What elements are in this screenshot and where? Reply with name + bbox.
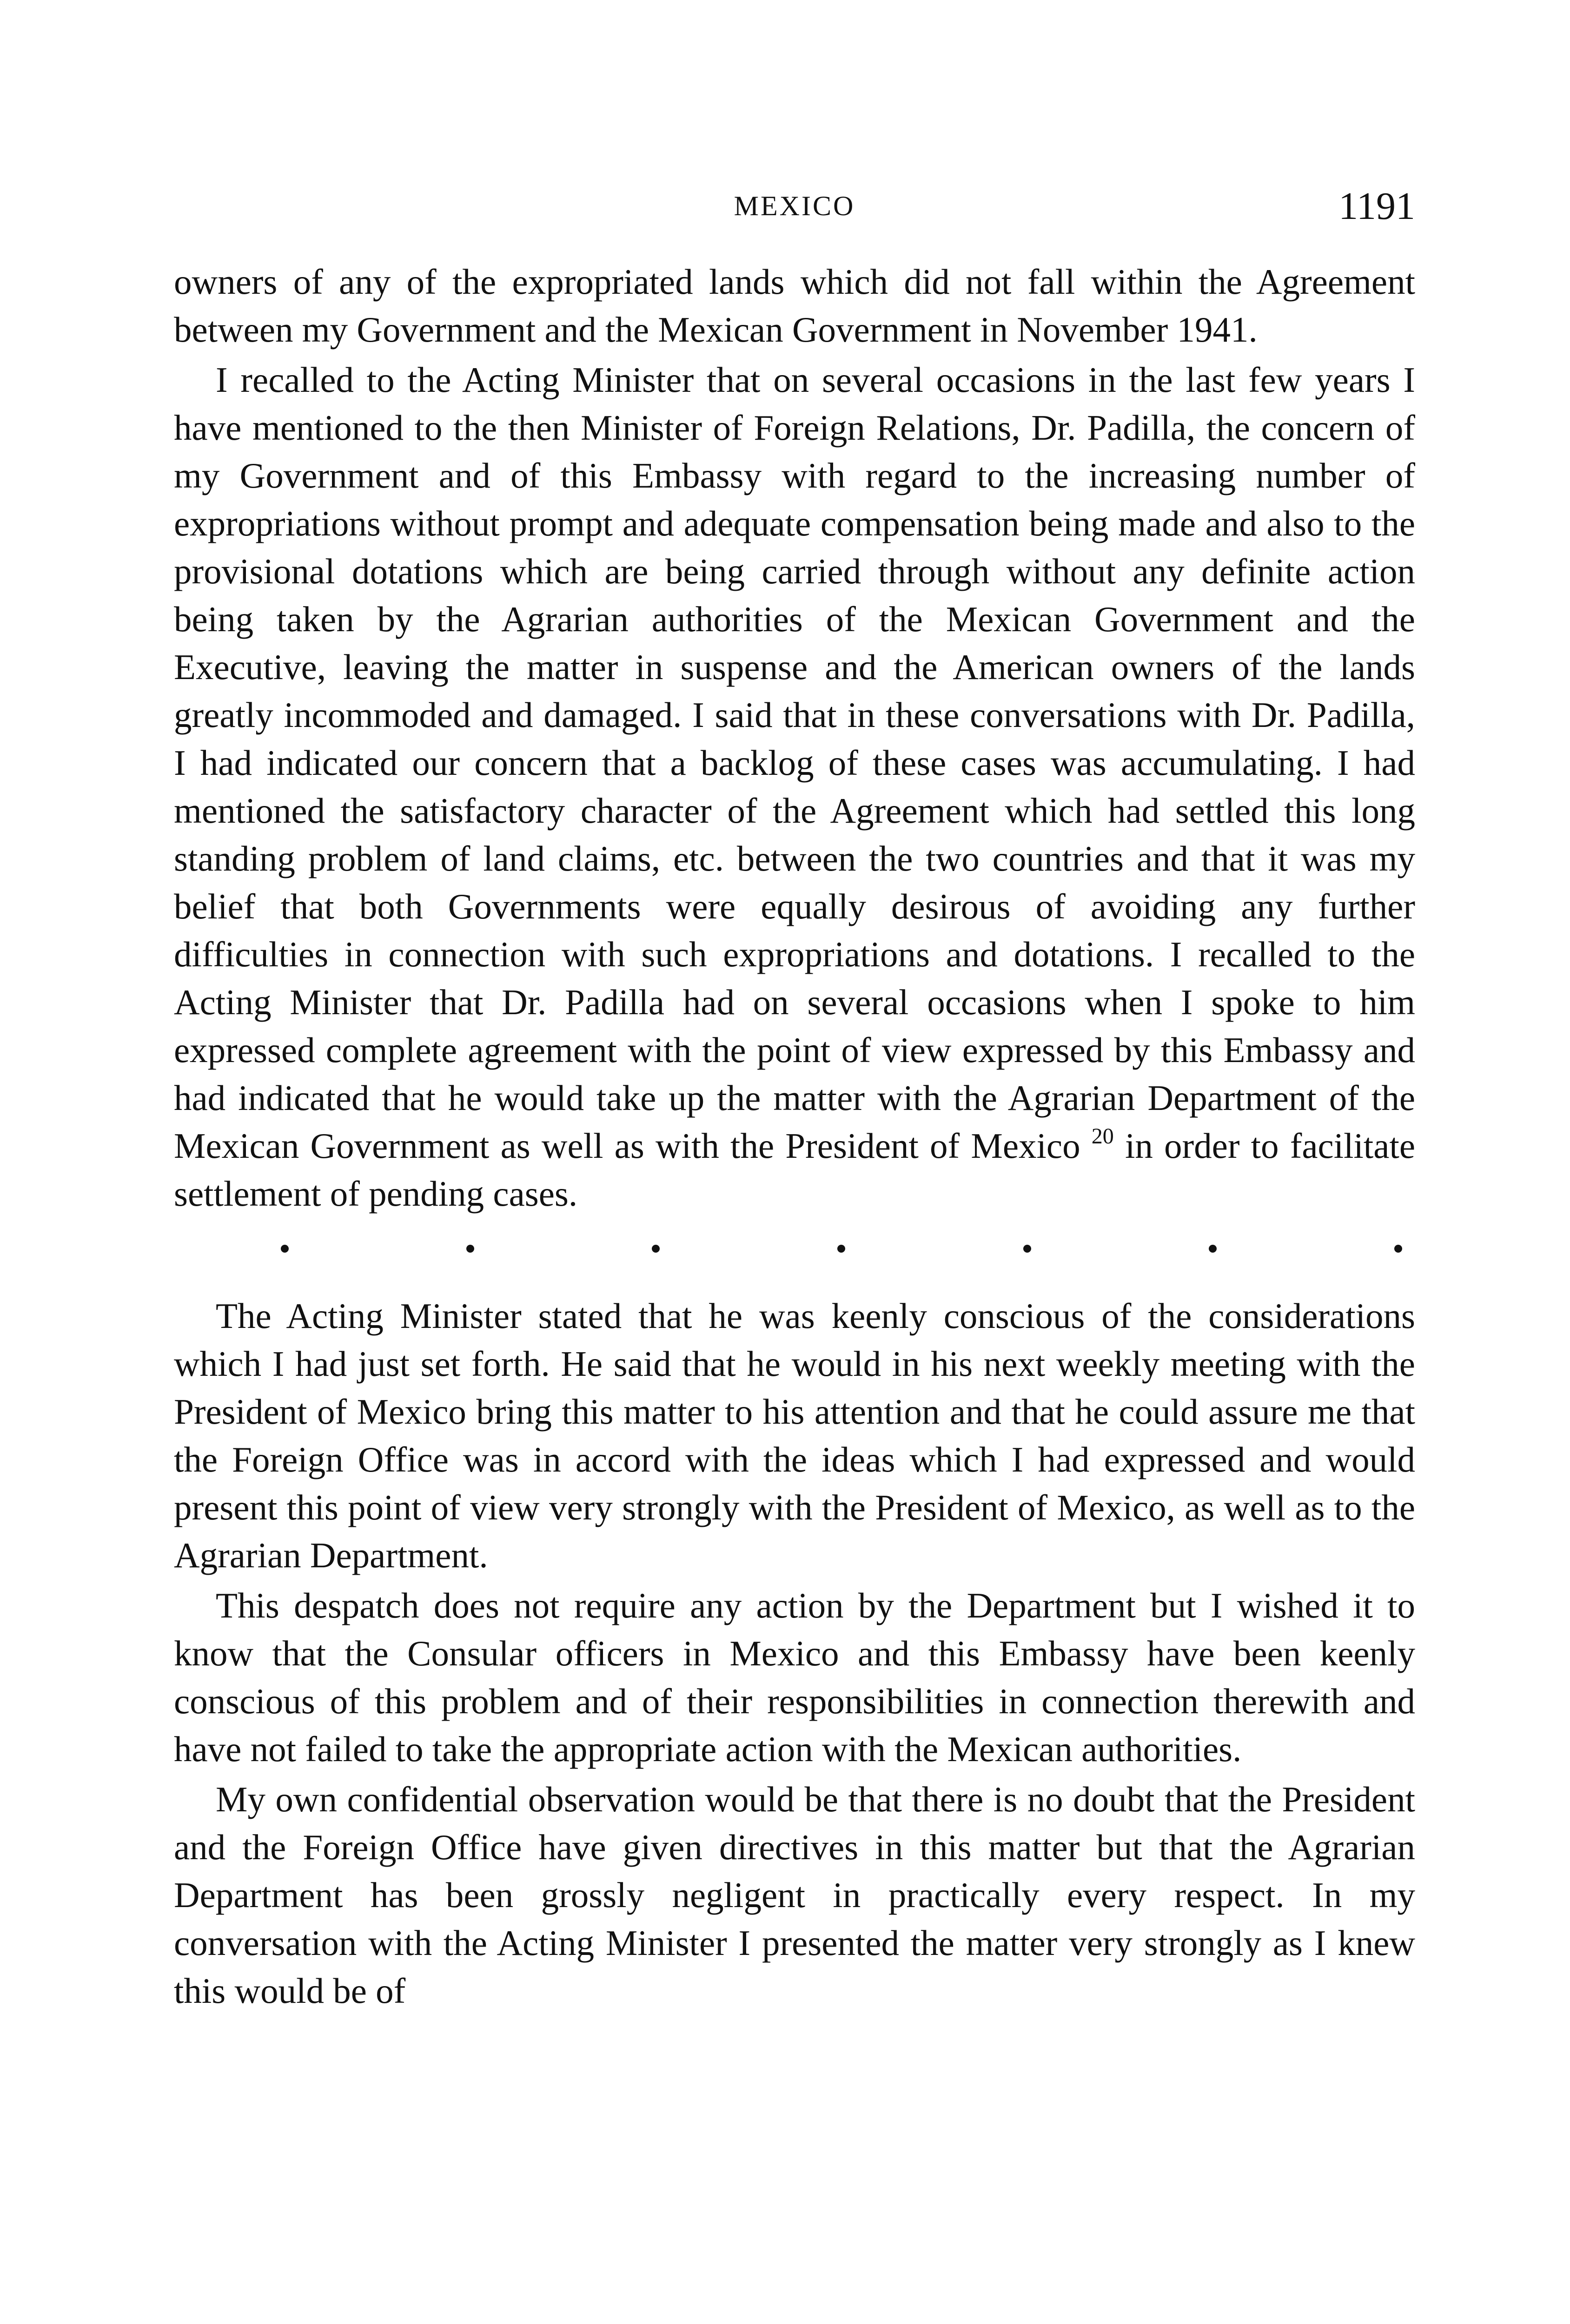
paragraph: My own confidential observation would be that there is no doubt that the President and the Foreign Office have given directives in this matter but that the Agrarian Department has been grossly negligent in practically every respect. In my conversation with the Acting Minister I presented the matter very strongly as I knew this would be of [174, 1779, 1415, 2011]
ellipsis-dot [281, 1245, 289, 1253]
paragraph-text-end: in order to facilitate settlement of pending cases. [174, 1126, 1416, 1214]
omission-ellipsis [174, 1235, 1415, 1262]
ellipsis-dot [837, 1245, 845, 1253]
page-number: 1191 [1338, 185, 1415, 228]
ellipsis-dot [466, 1245, 474, 1253]
paragraph: This despatch does not require any action by the Department but I wished it to know that the Consular officers in Mexico and this Embassy have been keenly conscious of this problem and of their responsibilities in connection therewith and have not failed to take the appropriate action with the Mexican authorities. [174, 1585, 1415, 1769]
ellipsis-dot [1209, 1245, 1217, 1253]
paragraph-continued: owners of any of the expropriated lands which did not fall within the Agreement between my Government and the Mexican Government in November 1941. [174, 262, 1415, 350]
ellipsis-dot [1023, 1245, 1031, 1253]
footnote-reference: 20 [1091, 1124, 1114, 1149]
ellipsis-dot [652, 1245, 660, 1253]
paragraph [174, 356, 1415, 1218]
ellipsis-dot [1394, 1245, 1402, 1253]
paragraph-text: I recalled to the Acting Minister that on several occasions in the last few years I have mentioned to the then Minister of Foreign Relations, Dr. Padilla, the concern of my Government and of this Embassy with regard to the increasing number of expropriations without prompt and adequate compensation being made and also to the provisional dotations which are being carried through without any definite action being taken by the Agrarian authorities of the Mexican Government and the Executive, leaving the matter in suspense and the American owners of the lands greatly incommoded and damaged. I said that in these conversations with Dr. Padilla, I had indicated our concern that a backlog of these cases was accumulating. I had mentioned the satisfactory character of the Agreement which had settled this long standing problem of land claims, etc. between the two countries and that it was my belief that both Governments were equally desirous of avoiding any further difficulties in connection with such expropriations and dotations. I recalled to the Acting Minister that Dr. Padilla had on several occasions when I spoke to him expressed complete agreement with the point of view expressed by this Embassy and had indicated that he would take up the matter with the Agrarian Department of the Mexican Government as well as with the President of Mexico [174, 360, 1415, 1166]
running-head-title: MEXICO [734, 191, 855, 221]
running-head [174, 184, 1415, 235]
paragraph: The Acting Minister stated that he was keenly conscious of the considerations which I had just set forth. He said that he would in his next weekly meeting with the President of Mexico bring this matter to his attention and that he could assure me that the Foreign Office was in accord with the ideas which I had expressed and would present this point of view very strongly with the President of Mexico, as well as to the Agrarian Department. [174, 1296, 1415, 1575]
body-text [174, 258, 1415, 2015]
